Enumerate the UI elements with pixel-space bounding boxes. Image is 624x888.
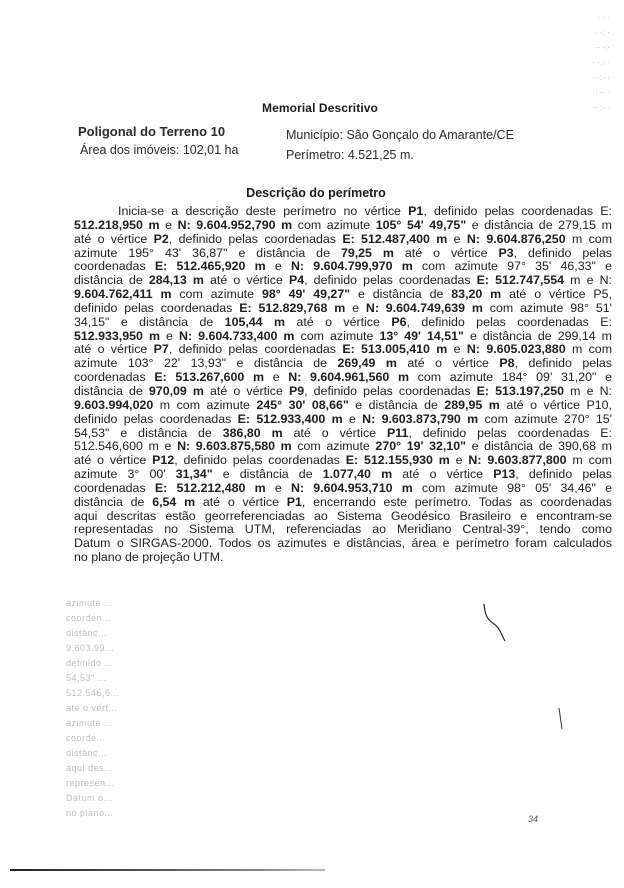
text-run: até o vértice bbox=[203, 383, 289, 398]
text-run: azimute 103° 22' 13,93" e distância de bbox=[74, 356, 338, 371]
text-run: com azimute bbox=[291, 439, 376, 454]
bold-value: 1.077,40 m bbox=[322, 467, 393, 482]
document-title: Memorial Descritivo bbox=[262, 101, 378, 115]
ghost-line: no plano... bbox=[66, 808, 114, 818]
ghost-line: coorden... bbox=[66, 613, 112, 623]
bold-value: N: 9.603.873,790 m bbox=[362, 411, 479, 426]
text-run: m e N: bbox=[564, 383, 612, 398]
text-line bbox=[74, 274, 612, 288]
bold-value: 970,09 m bbox=[148, 383, 204, 398]
text-run: até o vértice bbox=[392, 467, 494, 482]
text-run: representadas no Sistema UTM, referenciadas ao Meridiano Central-39°, tendo como bbox=[74, 522, 612, 537]
text-run: definido pelas coordenadas bbox=[74, 300, 240, 315]
bold-value: N: 9.603.875,580 m bbox=[177, 439, 292, 454]
bottom-scan-edge bbox=[10, 869, 325, 871]
bold-value: P8 bbox=[499, 356, 515, 371]
bold-value: 289,95 m bbox=[444, 397, 500, 412]
text-run: no plano de projeção UTM. bbox=[74, 550, 224, 565]
text-run: , definido pelas bbox=[515, 467, 612, 482]
bold-value: 79,25 m bbox=[340, 245, 394, 260]
bold-value: 269,49 m bbox=[337, 356, 397, 371]
text-run: definido pelas coordenadas bbox=[74, 411, 238, 426]
bold-value: N: 9.604.952,790 m bbox=[177, 217, 293, 232]
text-run: azimute 195° 43' 36,87" e distância de bbox=[74, 245, 341, 260]
text-run: com azimute 98° 05' 34,46" e bbox=[412, 480, 612, 495]
bold-value: P12 bbox=[152, 453, 175, 468]
text-run: com azimute bbox=[294, 328, 380, 343]
ghost-line: Datum o... bbox=[66, 793, 113, 803]
text-run: até o vértice bbox=[285, 314, 392, 329]
bold-value: P3 bbox=[498, 245, 514, 260]
bold-value: E: 512.465,920 m bbox=[154, 259, 266, 274]
ghost-line: azimute ... bbox=[66, 598, 114, 608]
text-line bbox=[74, 413, 612, 427]
bold-value: 6,54 m bbox=[152, 494, 196, 509]
bold-value: N: 9.605.023,880 bbox=[466, 342, 566, 357]
text-line bbox=[74, 523, 612, 537]
text-run: até o vértice P5, bbox=[501, 287, 612, 302]
ghost-line: · ·:· · bbox=[592, 73, 610, 82]
bold-value: P9 bbox=[288, 383, 305, 398]
bold-value: 9.603.994,020 bbox=[74, 397, 154, 412]
bold-value: E: 512.933,400 m bbox=[237, 411, 343, 426]
text-run: com azimute bbox=[292, 217, 376, 232]
bold-value: 98° 49' 49,27" bbox=[261, 287, 351, 302]
text-run: , definido pelas bbox=[513, 245, 612, 260]
text-run: , definido pelas coordenadas E: bbox=[406, 314, 612, 329]
bold-value: E: 512.829,768 m bbox=[239, 300, 346, 315]
text-run: , definido pelas coordenadas E: bbox=[408, 425, 612, 440]
text-run: e distância de 299,14 m bbox=[463, 328, 612, 343]
bold-value: P2 bbox=[153, 231, 169, 246]
text-run: , definido pelas coordenadas E: bbox=[423, 204, 612, 218]
section-title: Descrição do perímetro bbox=[246, 186, 386, 200]
bold-value: P1 bbox=[286, 494, 302, 509]
text-run: e distância de bbox=[350, 287, 452, 302]
ghost-line: ·· :· · bbox=[592, 103, 610, 112]
ghost-line: 54,53" ... bbox=[66, 673, 107, 683]
ghost-line: · ·: · bbox=[595, 28, 610, 37]
text-run: , definido pelas coordenadas bbox=[168, 231, 343, 246]
ghost-line: 512.546,6... bbox=[66, 688, 120, 698]
text-line bbox=[74, 496, 612, 510]
ghost-line: até o vért... bbox=[66, 703, 118, 713]
bold-value: N: 9.604.876,250 bbox=[466, 231, 566, 246]
bold-value: 83,20 m bbox=[451, 287, 502, 302]
text-run: e distância de bbox=[348, 397, 445, 412]
text-line bbox=[74, 385, 612, 399]
perimeter-description bbox=[74, 205, 612, 565]
text-run: e bbox=[265, 480, 291, 495]
text-run: com azimute bbox=[171, 287, 262, 302]
bold-value: N: 9.603.877,800 bbox=[468, 453, 567, 468]
page-number: 34 bbox=[528, 814, 539, 824]
bold-value: 512.933,950 m bbox=[74, 328, 160, 343]
bold-value: N: 9.604.749,639 m bbox=[365, 300, 483, 315]
ghost-line: distânc... bbox=[66, 628, 108, 638]
bold-value: 245° 30' 08,66" bbox=[256, 397, 349, 412]
text-run: e bbox=[345, 300, 366, 315]
text-run: m com azimute bbox=[153, 397, 257, 412]
text-line bbox=[74, 330, 612, 344]
ghost-line: · · · bbox=[597, 13, 610, 22]
text-line bbox=[74, 357, 612, 371]
text-run: até o vértice bbox=[74, 342, 154, 357]
text-line bbox=[74, 482, 612, 496]
bold-value: 31,34" bbox=[175, 467, 213, 482]
text-run: com azimute 98° 51' bbox=[482, 300, 613, 315]
pen-stroke-mark bbox=[480, 600, 520, 660]
text-run: Datum o SIRGAS-2000. Todos os azimutes e distâncias, área e perímetro foram calculados bbox=[74, 536, 612, 551]
text-run: até o vértice bbox=[282, 425, 388, 440]
text-run: com azimute 270° 15' bbox=[478, 411, 613, 426]
text-run: e bbox=[449, 453, 469, 468]
text-line bbox=[74, 440, 612, 454]
text-run: e distância de 390,68 m bbox=[465, 439, 612, 454]
municipio-label: Município: São Gonçalo do Amarante/CE bbox=[286, 128, 514, 142]
text-line bbox=[74, 468, 612, 482]
text-line bbox=[74, 551, 612, 565]
text-run: até o vértice bbox=[195, 494, 287, 509]
bold-value: P4 bbox=[288, 273, 305, 288]
text-line bbox=[74, 316, 612, 330]
text-run: até o vértice P10, bbox=[499, 397, 613, 412]
text-run: e bbox=[159, 328, 179, 343]
text-run: até o vértice bbox=[393, 245, 499, 260]
bold-value: 512.218,950 m bbox=[74, 217, 160, 232]
ghost-line: coorde... bbox=[66, 733, 106, 743]
ghost-line: represen... bbox=[66, 778, 115, 788]
text-run: e distância de 279,15 m bbox=[466, 217, 612, 232]
text-run: e bbox=[342, 411, 363, 426]
bold-value: E: 512.487,400 m bbox=[342, 231, 448, 246]
bold-value: E: 513.005,410 m bbox=[342, 342, 448, 357]
text-run: , definido pelas bbox=[514, 356, 612, 371]
polygon-title: Poligonal do Terreno 10 bbox=[78, 124, 226, 139]
bold-value: 13° 49' 14,51" bbox=[379, 328, 464, 343]
bold-value: E: 513.267,600 m bbox=[154, 370, 265, 385]
bold-value: 386,80 m bbox=[222, 425, 283, 440]
text-line bbox=[74, 247, 612, 261]
text-run: até o vértice bbox=[74, 453, 153, 468]
text-line bbox=[74, 427, 612, 441]
bold-value: E: 512.747,554 bbox=[476, 273, 565, 288]
bold-value: N: 9.604.953,710 m bbox=[290, 480, 413, 495]
text-run: distância de bbox=[74, 383, 149, 398]
text-run: m com bbox=[565, 342, 613, 357]
bold-value: N: 9.604.799,970 m bbox=[290, 259, 413, 274]
text-line bbox=[74, 537, 612, 551]
text-run: coordenadas bbox=[74, 480, 155, 495]
text-run: até o vértice bbox=[203, 273, 289, 288]
text-run: , encerrando este perímetro. Todas as coordenadas bbox=[301, 494, 612, 509]
ghost-line: definido ... bbox=[66, 658, 114, 668]
bold-value: E: 513.197,250 bbox=[476, 383, 565, 398]
text-run: distância de bbox=[74, 494, 153, 509]
text-run: e distância de bbox=[212, 467, 323, 482]
text-run: m com bbox=[566, 453, 612, 468]
ghost-line: 9.603.99... bbox=[66, 643, 115, 653]
ghost-line: aqui des... bbox=[66, 763, 114, 773]
text-line bbox=[74, 288, 612, 302]
bold-value: 284,13 m bbox=[148, 273, 204, 288]
text-run: , definido pelas coordenadas bbox=[304, 383, 477, 398]
text-line bbox=[74, 233, 612, 247]
bleed-through-text-top bbox=[500, 10, 610, 115]
text-run: m e N: bbox=[564, 273, 612, 288]
bold-value: 270° 19' 32,10" bbox=[375, 439, 466, 454]
perimetro-label: Perímetro: 4.521,25 m. bbox=[286, 148, 414, 162]
text-run: e bbox=[447, 231, 467, 246]
text-run: até o vértice bbox=[74, 231, 154, 246]
text-line bbox=[74, 219, 612, 233]
area-label: Área dos imóveis: 102,01 ha bbox=[80, 143, 239, 157]
pen-tick-mark bbox=[555, 705, 567, 735]
text-run: , definido pelas coordenadas bbox=[174, 453, 346, 468]
bold-value: 105,44 m bbox=[224, 314, 286, 329]
bold-value: P1 bbox=[408, 204, 424, 218]
text-run: e bbox=[447, 342, 467, 357]
text-run: e bbox=[264, 370, 289, 385]
bold-value: 9.604.762,411 m bbox=[74, 287, 172, 302]
text-run: com azimute 97° 35' 46,33" e bbox=[412, 259, 612, 274]
text-run: até o vértice bbox=[396, 356, 500, 371]
text-run: coordenadas bbox=[74, 259, 155, 274]
bold-value: N: 9.604.961,560 m bbox=[288, 370, 409, 385]
text-run: com azimute 184° 09' 31,20" e bbox=[409, 370, 612, 385]
text-line bbox=[74, 510, 612, 524]
bleed-through-text bbox=[66, 596, 206, 821]
text-run: , definido pelas coordenadas bbox=[304, 273, 477, 288]
text-line bbox=[74, 399, 612, 413]
text-line bbox=[74, 343, 612, 357]
ghost-line: ·: ·· · bbox=[592, 88, 610, 97]
bold-value: P11 bbox=[387, 425, 409, 440]
text-run: azimute 3° 00' bbox=[74, 467, 176, 482]
text-run: e bbox=[159, 217, 178, 232]
bold-value: P7 bbox=[153, 342, 169, 357]
text-run: e bbox=[265, 259, 291, 274]
text-line bbox=[74, 454, 612, 468]
ghost-line: ·· ·:· bbox=[594, 43, 610, 52]
bold-value: E: 512.155,930 m bbox=[345, 453, 450, 468]
ghost-line: distânc... bbox=[66, 748, 108, 758]
text-run: 34,15" e distância de bbox=[74, 314, 225, 329]
bold-value: N: 9.604.733,400 m bbox=[179, 328, 295, 343]
text-run: distância de bbox=[74, 273, 149, 288]
text-run: aqui descritas estão georreferenciadas ao Sistema Geodésico Brasileiro e encontram-se bbox=[74, 508, 612, 523]
text-run: , definido pelas coordenadas bbox=[168, 342, 343, 357]
text-run: 54,53" e distância de bbox=[74, 425, 223, 440]
text-line bbox=[74, 371, 612, 385]
bold-value: P13 bbox=[493, 467, 516, 482]
text-run: coordenadas bbox=[74, 370, 155, 385]
ghost-line: · ·.· · bbox=[592, 58, 610, 67]
bold-value: P6 bbox=[391, 314, 407, 329]
text-run: m com bbox=[565, 231, 613, 246]
text-line bbox=[74, 205, 612, 219]
text-line bbox=[74, 302, 612, 316]
text-run: Inicia-se a descrição deste perímetro no vértice bbox=[118, 204, 409, 218]
ghost-line: azimute ... bbox=[66, 718, 114, 728]
text-run: 512.546,600 m e bbox=[74, 439, 178, 454]
text-line bbox=[74, 260, 612, 274]
bold-value: E: 512.212,480 m bbox=[154, 480, 266, 495]
bold-value: 105° 54' 49,75" bbox=[375, 217, 467, 232]
